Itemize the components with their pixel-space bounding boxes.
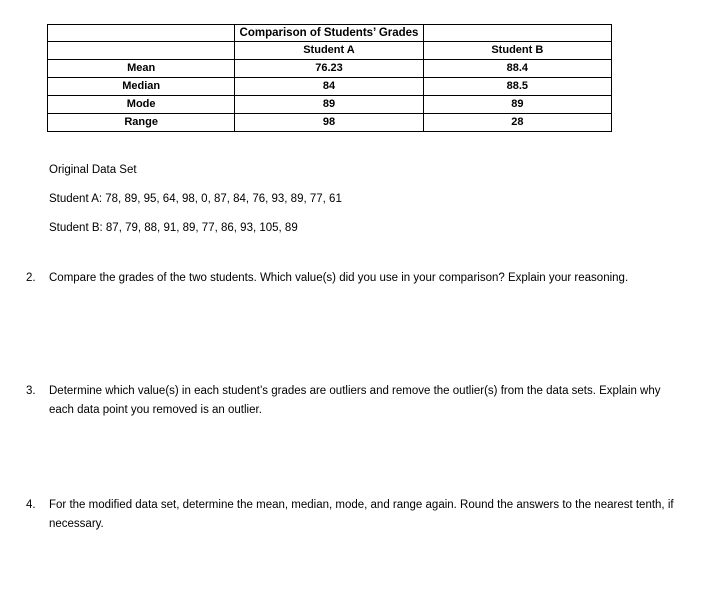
student-a-value: 76.23	[235, 60, 423, 78]
table-row	[48, 60, 612, 78]
row-label: Mode	[48, 96, 235, 114]
student-b-value: 28	[423, 114, 611, 132]
student-a-data: Student A: 78, 89, 95, 64, 98, 0, 87, 84, 76, 93, 89, 77, 61	[49, 193, 342, 205]
question-text: Compare the grades of the two students. Which value(s) did you use in your comparison? Explain your reasoning.	[49, 272, 629, 284]
table-row	[48, 114, 612, 132]
student-a-value: 89	[235, 96, 423, 114]
header-student-a: Student A	[235, 42, 423, 60]
question-2	[26, 269, 686, 288]
table-row	[48, 78, 612, 96]
question-text: For the modified data set, determine the mean, median, mode, and range again. Round the answers to the nearest tenth, if necessary.	[49, 499, 674, 530]
question-4	[26, 496, 686, 534]
student-b-value: 89	[423, 96, 611, 114]
student-b-value: 88.4	[423, 60, 611, 78]
question-number: 3.	[26, 385, 36, 397]
table-title-left-cell	[48, 25, 235, 42]
header-student-b: Student B	[423, 42, 611, 60]
student-a-value: 84	[235, 78, 423, 96]
student-b-data: Student B: 87, 79, 88, 91, 89, 77, 86, 93, 105, 89	[49, 222, 298, 234]
grades-comparison-table	[47, 24, 612, 132]
table-header-row	[48, 42, 612, 60]
question-number: 4.	[26, 499, 36, 511]
table-title: Comparison of Students’ Grades	[235, 25, 423, 42]
table-title-right-cell	[423, 25, 611, 42]
question-text: Determine which value(s) in each student’s grades are outliers and remove the outlier(s) from the data sets. Explain why each data point you removed is an outlier.	[49, 385, 661, 416]
header-empty	[48, 42, 235, 60]
question-number: 2.	[26, 272, 36, 284]
data-set-heading: Original Data Set	[49, 164, 137, 176]
row-label: Median	[48, 78, 235, 96]
question-3	[26, 382, 686, 420]
student-b-value: 88.5	[423, 78, 611, 96]
table-row	[48, 96, 612, 114]
table-title-row	[48, 25, 612, 42]
row-label: Range	[48, 114, 235, 132]
student-a-value: 98	[235, 114, 423, 132]
row-label: Mean	[48, 60, 235, 78]
